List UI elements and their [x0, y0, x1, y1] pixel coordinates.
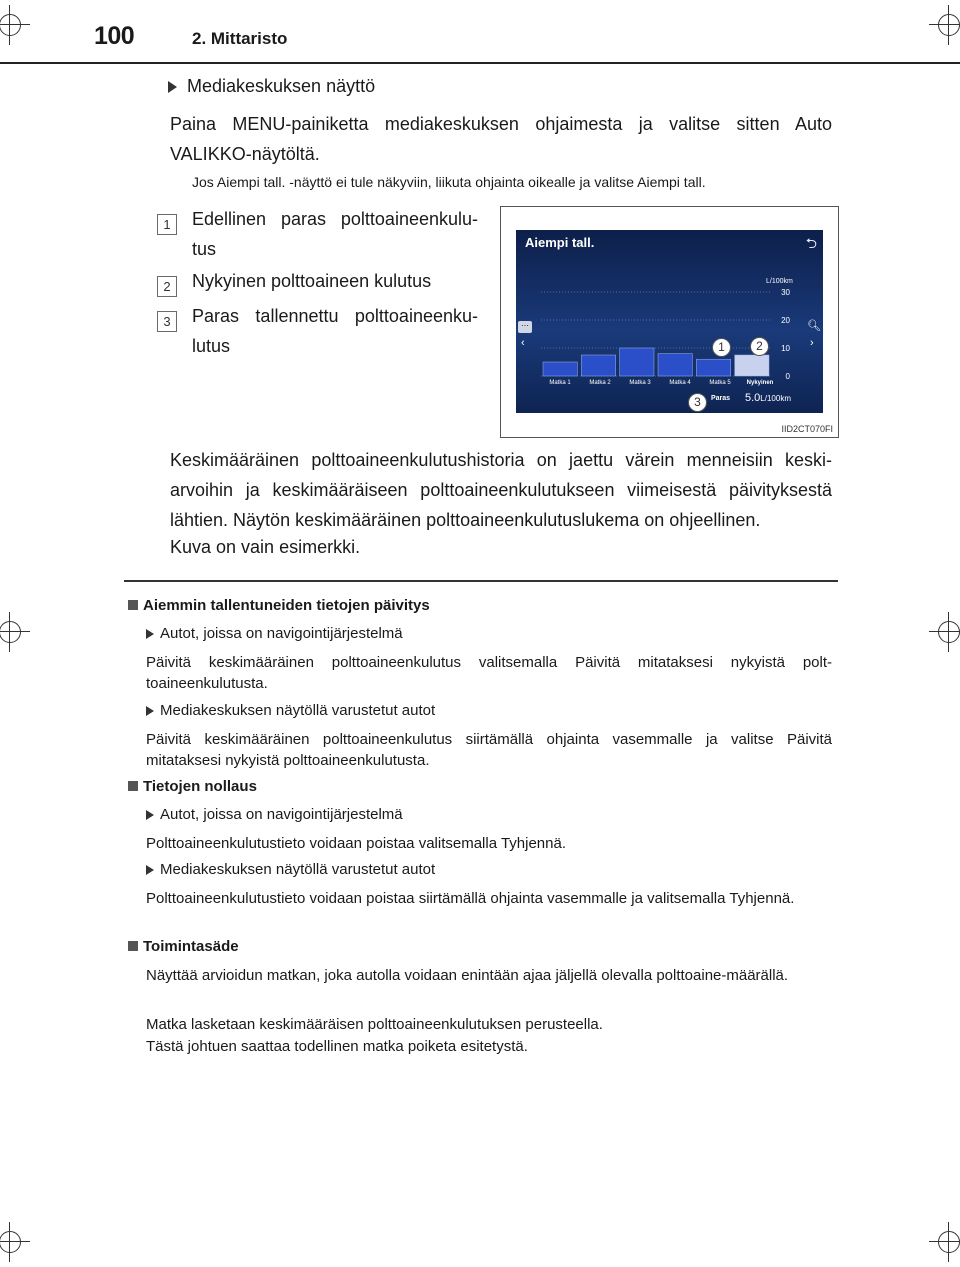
triangle-bullet-icon	[146, 810, 154, 820]
chapter-title: 2. Mittaristo	[192, 29, 288, 48]
intro-note: Jos Aiempi tall. -näyttö ei tule näkyviin, liikuta ohjainta oikealle ja valitse Aiempi tall.	[192, 174, 706, 190]
crop-mark	[0, 5, 30, 45]
crop-mark	[929, 1222, 960, 1262]
body-text: Polttoaineenkulutustieto voidaan poistaa valitsemalla Tyhjennä.	[146, 835, 566, 852]
back-icon: ⮌	[805, 235, 817, 251]
crop-mark	[0, 612, 30, 652]
crop-mark	[929, 612, 960, 652]
category-label: Matka 2	[589, 380, 611, 386]
display-screen	[516, 230, 823, 413]
subheading: Autot, joissa on navigointijärjestelmä	[146, 625, 403, 642]
legend-text: Paras tallennettu polttoaineenku-lutus	[192, 306, 478, 356]
triangle-bullet-icon	[146, 629, 154, 639]
legend-item	[157, 270, 477, 300]
example-note: Kuva on vain esimerkki.	[170, 537, 361, 557]
figure-id: IID2CT070FI	[781, 424, 833, 434]
category-label: Nykyinen	[746, 380, 774, 386]
body-text: Näyttää arvioidun matkan, joka autolla voidaan enintään ajaa jäljellä olevalla polttoaine-määrällä.	[146, 967, 789, 984]
description-paragraph: Keskimääräinen polttoaineenkulutushistoria on jaettu värein menneisiin keski-arvoihin ja keskimääräiseen polttoaineenkulutukseen viimeisestä päivityksestä lähtien. Näytön keskimääräinen polttoaineenkulutuslukema on ohjeellinen.	[170, 450, 832, 530]
y-tick-label: 20	[781, 316, 790, 325]
section-separator	[124, 580, 838, 582]
bar-matka-2	[581, 355, 615, 376]
category-label: Matka 3	[629, 380, 651, 386]
body-text: Päivitä keskimääräinen polttoaineenkulutus valitsemalla Päivitä mitataksesi nykyistä polt-toaineenkulutusta.	[146, 654, 832, 692]
menu-icon: ⋯	[518, 321, 532, 333]
y-axis-unit: L/100km	[766, 278, 793, 285]
legend-number: 2	[157, 276, 177, 297]
category-label: Matka 1	[549, 380, 571, 386]
subheading: Autot, joissa on navigointijärjestelmä	[146, 806, 403, 823]
category-label: Matka 4	[669, 380, 691, 386]
section-heading: Tietojen nollaus	[128, 778, 257, 795]
callout-1: 1	[712, 338, 731, 357]
subheading: Mediakeskuksen näytöllä varustetut autot	[146, 861, 435, 878]
header-rule	[0, 62, 960, 64]
category-label: Matka 5	[709, 380, 731, 386]
callout-2: 2	[750, 337, 769, 356]
bar-matka-4	[658, 354, 692, 376]
triangle-bullet-icon	[168, 81, 177, 93]
figure-frame	[500, 206, 839, 438]
bar-matka-3	[620, 348, 654, 376]
triangle-bullet-icon	[146, 706, 154, 716]
crop-mark	[0, 1222, 30, 1262]
section-heading: Toimintasäde	[128, 938, 239, 955]
bar-nykyinen	[735, 355, 769, 376]
intro-paragraph: Paina MENU-painiketta mediakeskuksen ohjaimesta ja valitse sitten Auto VALIKKO-näytöltä.	[170, 114, 832, 164]
legend-number: 1	[157, 214, 177, 235]
square-bullet-icon	[128, 600, 138, 610]
callout-3: 3	[688, 393, 707, 412]
body-text: Tästä johtuen saattaa todellinen matka poiketa esitetystä.	[146, 1038, 528, 1055]
legend-item	[157, 305, 478, 356]
legend-item	[157, 208, 478, 259]
subheading: Mediakeskuksen näytöllä varustetut autot	[146, 702, 435, 719]
square-bullet-icon	[128, 781, 138, 791]
body-text: Polttoaineenkulutustieto voidaan poistaa siirtämällä ohjainta vasemmalle ja valitsemalla Tyhjennä.	[146, 890, 795, 907]
bar-matka-1	[543, 362, 577, 376]
chevron-left-icon: ‹	[521, 337, 525, 349]
y-tick-label: 0	[785, 372, 790, 381]
square-bullet-icon	[128, 941, 138, 951]
zoom-icon: 🔍︎	[807, 320, 821, 332]
triangle-bullet-icon	[146, 865, 154, 875]
best-value: 5.0L/100km	[745, 392, 791, 404]
bar-matka-5	[696, 359, 730, 376]
y-tick-label: 30	[781, 288, 790, 297]
screen-title: Aiempi tall.	[525, 235, 595, 250]
page-number: 100	[94, 22, 135, 50]
legend-text: Nykyinen polttoaineen kulutus	[192, 271, 432, 291]
legend-number: 3	[157, 311, 177, 332]
chevron-right-icon: ›	[810, 337, 814, 349]
y-tick-label: 10	[781, 344, 790, 353]
intro-subheading: Mediakeskuksen näyttö	[168, 76, 375, 97]
best-label: Paras	[711, 395, 731, 402]
body-text: Päivitä keskimääräinen polttoaineenkulutus siirtämällä ohjainta vasemmalle ja valitse Päivitä mitataksesi nykyistä polttoaineenkulutusta.	[146, 731, 832, 769]
section-heading: Aiemmin tallentuneiden tietojen päivitys	[128, 597, 430, 614]
legend-text: Edellinen paras polttoaineenkulu-tus	[192, 209, 478, 259]
crop-mark	[929, 5, 960, 45]
body-text: Matka lasketaan keskimääräisen polttoaineenkulutuksen perusteella.	[146, 1016, 603, 1033]
